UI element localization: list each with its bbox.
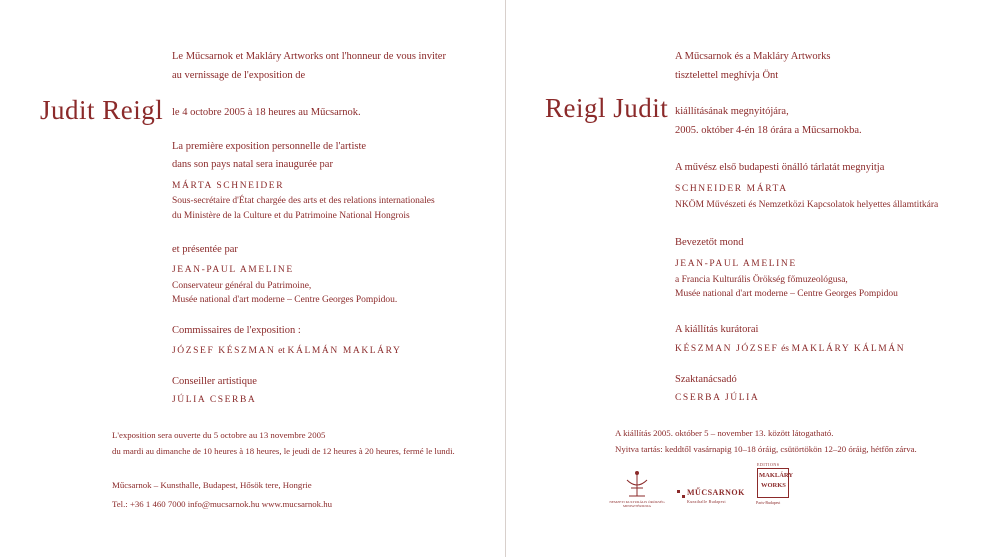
presenter-role-1: a Francia Kulturális Örökség főmuzeológusa, (675, 275, 848, 285)
maklary-logo-line-1: MAKLÁRY (759, 472, 794, 479)
opener-role-2: du Ministère de la Culture et du Patrimoine National Hongrois (172, 211, 410, 221)
artist-name: Reigl Judit (545, 93, 669, 123)
hours-line-2: Nyitva tartás: keddtől vasárnapig 10–18 óráig, csütörtökön 12–20 óráig, hétfőn zárva. (615, 444, 917, 454)
opener-name: MÁRTA SCHNEIDER (172, 181, 285, 191)
contact: Tel.: +36 1 460 7000 info@mucsarnok.hu www.mucsarnok.hu (112, 499, 333, 509)
hours-line-1: A kiállítás 2005. október 5 – november 13. között látogatható. (615, 428, 834, 438)
presenter-name: JEAN-PAUL AMELINE (675, 259, 797, 269)
invite-line-1: A Műcsarnok és a Makláry Artworks (675, 51, 831, 62)
adviser-label: Szaktanácsadó (675, 374, 737, 385)
presenter-role-2: Musée national d'art moderne – Centre Georges Pompidou. (172, 295, 398, 305)
mucsarnok-logo (677, 488, 747, 508)
curator-2: KÁLMÁN MAKLÁRY (287, 346, 402, 356)
mucsarnok-mark-icon (677, 490, 685, 498)
mucsarnok-logo-text: MŰCSARNOK (687, 488, 745, 497)
hours-line-1: L'exposition sera ouverte du 5 octobre au 13 novembre 2005 (112, 430, 326, 440)
opening-line-2: 2005. október 4-én 18 órára a Műcsarnokba. (675, 125, 862, 136)
presenter-role-2: Musée national d'art moderne – Centre Georges Pompidou (675, 289, 898, 299)
address: Műcsarnok – Kunsthalle, Budapest, Hősök tere, Hongrie (112, 480, 312, 490)
maklary-logo-top: EDITIONS (757, 462, 780, 467)
opener-role-1: Sous-secrétaire d'État chargée des arts et des relations internationales (172, 196, 435, 206)
first-exhibition-line: A művész első budapesti önálló tárlatát megnyitja (675, 162, 885, 173)
center-fold (505, 0, 506, 557)
maklary-logo-line-2: WORKS (761, 482, 786, 489)
maklary-logo (753, 462, 793, 512)
artist-name: Judit Reigl (40, 95, 164, 125)
invite-line-1: Le Műcsarnok et Makláry Artworks ont l'honneur de vous inviter (172, 51, 446, 62)
curators-line (172, 343, 402, 359)
adviser-name: JÚLIA CSERBA (172, 395, 257, 405)
adviser-label: Conseiller artistique (172, 376, 257, 387)
opener-name: SCHNEIDER MÁRTA (675, 184, 788, 194)
invite-line-2: au vernissage de l'exposition de (172, 70, 306, 81)
curator-and: és (781, 344, 789, 354)
first-exhibition-line-1: La première exposition personnelle de l'artiste (172, 141, 367, 152)
presented-by: et présentée par (172, 244, 238, 255)
presenter-role-1: Conservateur général du Patrimoine, (172, 281, 312, 291)
ministry-logo (605, 466, 669, 510)
opening-line-1: kiállításának megnyitójára, (675, 106, 789, 117)
presenter-name: JEAN-PAUL AMELINE (172, 265, 294, 275)
hungarian-panel (507, 0, 1000, 557)
intro-label: Bevezetőt mond (675, 237, 744, 248)
curator-2: MAKLÁRY KÁLMÁN (791, 344, 906, 354)
adviser-name: CSERBA JÚLIA (675, 393, 760, 403)
curators-label: A kiállítás kurátorai (675, 324, 759, 335)
curator-and: et (278, 346, 285, 356)
first-exhibition-line-2: dans son pays natal sera inaugurée par (172, 159, 333, 170)
curator-1: JÓZSEF KÉSZMAN (172, 346, 276, 356)
curators-label: Commissaires de l'exposition : (172, 325, 301, 336)
maklary-logo-box (757, 468, 794, 498)
hours-line-2: du mardi au dimanche de 10 heures à 18 heures, le jeudi de 12 heures à 20 heures, fermé le lundi. (112, 446, 455, 456)
date-line: le 4 octobre 2005 à 18 heures au Műcsarnok. (172, 107, 361, 118)
maklary-logo-sub: Paris-Budapest (756, 500, 781, 505)
curators-line (675, 341, 905, 357)
opener-role: NKÖM Művészeti és Nemzetközi Kapcsolatok helyettes államtitkára (675, 200, 939, 210)
mucsarnok-logo-sub: Kunsthalle Budapest (687, 499, 726, 504)
curator-1: KÉSZMAN JÓZSEF (675, 344, 779, 354)
ministry-logo-text: NEMZETI KULTURÁLIS ÖRÖKSÉG MINISZTÉRIUMA (609, 500, 665, 508)
invite-line-2: tisztelettel meghívja Önt (675, 70, 779, 81)
